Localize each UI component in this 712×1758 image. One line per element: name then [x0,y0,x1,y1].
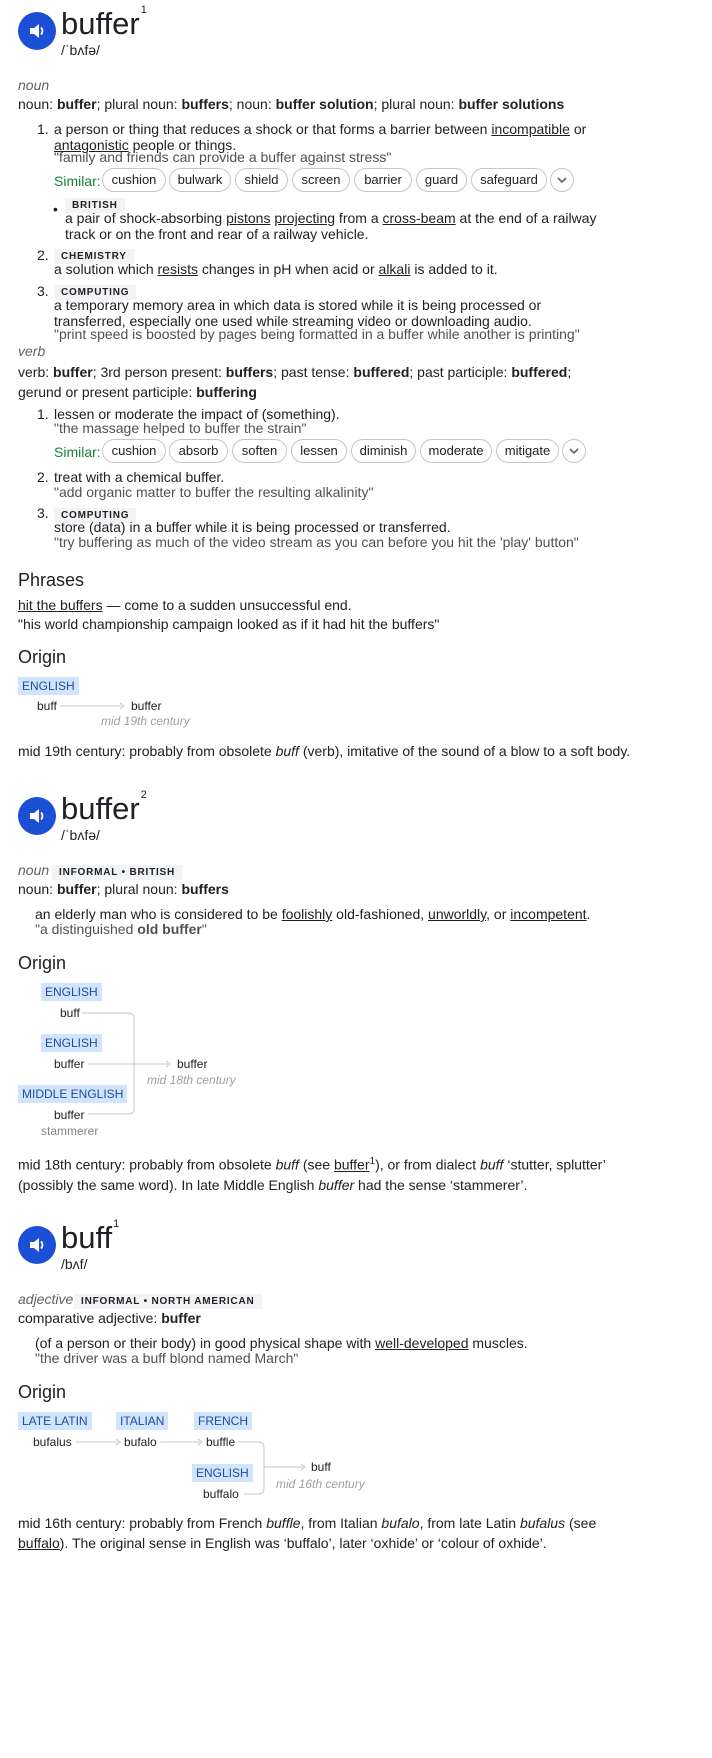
headword: buffer$^1$ [61,4,147,41]
origin-date: mid 18th century [147,1073,236,1087]
word-link[interactable]: foolishly [281,906,333,922]
similar-chip[interactable]: screen [292,168,350,192]
phrases-heading: Phrases [18,570,85,590]
word-link[interactable]: resists [157,261,198,277]
phrase-link[interactable]: hit the buffers [18,597,103,613]
language-tag: ENGLISH [192,1464,253,1482]
headword: buff$^1$ [61,1218,120,1255]
etymon: bufalo [124,1435,157,1449]
definition: a solution which resists changes in pH when acid or alkali is added to it. [54,261,498,277]
similar-chip[interactable]: guard [416,168,467,192]
origin-heading: Origin [18,953,67,973]
phrase-example: "his world championship campaign looked as if it had hit the buffers" [18,616,440,632]
example: "a distinguished old buffer" [35,921,207,937]
similar-label: Similar: [54,444,101,460]
origin-heading: Origin [18,647,67,667]
word-link[interactable]: alkali [378,261,411,277]
language-tag: ITALIAN [116,1412,168,1430]
etymon: buff [37,699,57,713]
etymon: buffle [206,1435,236,1449]
word-forms: comparative adjective: buffer [18,1310,201,1326]
similar-chip[interactable]: shield [235,168,288,192]
example: "add organic matter to buffer the resulting alkalinity" [54,484,374,500]
bullet: • [53,201,58,217]
usage-tag: CHEMISTRY [54,246,134,264]
language-tag: FRENCH [194,1412,252,1430]
language-tag: ENGLISH [41,983,102,1001]
phrase: hit the buffers — come to a sudden unsuccessful end. [18,597,352,613]
etymon: buffer [54,1108,85,1122]
word-forms: verb: buffer; 3rd person present: buffers; past tense: buffered; past participle: buffered; gerund or present participle: buffering [18,364,572,400]
example: "print speed is boosted by pages being formatted in a buffer while another is printing" [54,326,580,342]
word-link[interactable]: pistons [226,210,271,226]
sense-number: 3. [37,505,49,521]
example: "the massage helped to buffer the strain" [54,420,307,436]
word-link[interactable]: unworldly [428,906,487,922]
example: "the driver was a buff blond named March" [35,1350,299,1366]
definition: (of a person or their body) in good physical shape with well-developed muscles. [35,1335,528,1351]
etymology-text: mid 18th century: probably from obsolete buff (see buffer$^1$), or from dialect buff ‘stutter, splutter’ (possibly the same word). In late Middle English buffer had the sense ‘stammerer’. [18,1156,606,1193]
similar-chip[interactable]: cushion [102,168,166,192]
sense-number: 2. [37,469,49,485]
definition: lessen or moderate the impact of (something). [54,406,340,422]
language-tag: LATE LATIN [18,1412,92,1430]
etymon: buffer [177,1057,208,1071]
etymon: bufalus [33,1435,72,1449]
language-tag: ENGLISH [18,677,79,695]
sense-number: 2. [37,247,49,263]
origin-date: mid 16th century [276,1477,365,1491]
headword: buffer$^2$ [61,789,147,826]
similar-chip[interactable]: diminish [351,439,416,463]
example: "family and friends can provide a buffer against stress" [54,149,392,165]
etymon: buffalo [203,1487,239,1501]
similar-chip[interactable]: safeguard [471,168,547,192]
word-forms: noun: buffer; plural noun: buffers; noun: buffer solution; plural noun: buffer solutions [18,96,565,112]
etymon: buff [60,1006,80,1020]
part-of-speech: noun [18,862,50,878]
sense-number: 3. [37,283,49,299]
part-of-speech: noun [18,77,50,93]
etymon: buffer [54,1057,85,1071]
similar-chip[interactable]: barrier [354,168,412,192]
sense-number: 1. [37,406,49,422]
language-tag: ENGLISH [41,1034,102,1052]
similar-label: Similar: [54,173,101,189]
word-link[interactable]: incompetent [510,906,587,922]
similar-chip[interactable]: absorb [169,439,228,463]
word-link[interactable]: buffalo [18,1535,60,1551]
word-link[interactable]: well-developed [375,1335,469,1351]
usage-tag: INFORMAL • NORTH AMERICAN [74,1291,262,1309]
similar-chip[interactable]: soften [232,439,287,463]
etymon-gloss: stammerer [41,1124,99,1138]
part-of-speech: verb [18,343,46,359]
language-tag: MIDDLE ENGLISH [18,1085,127,1103]
similar-chip[interactable]: cushion [102,439,166,463]
etymon: buff [311,1460,331,1474]
similar-chip[interactable]: mitigate [496,439,559,463]
word-link[interactable]: projecting [274,210,336,226]
usage-tag: BRITISH [65,195,125,213]
similar-chip[interactable]: moderate [420,439,492,463]
word-link[interactable]: cross-beam [382,210,456,226]
definition: store (data) in a buffer while it is being processed or transferred. [54,519,451,535]
sense-number: 1. [37,121,49,137]
definition: an elderly man who is considered to be foolishly old-fashioned, unworldly, or incompetent. [35,906,591,922]
definition: a person or thing that reduces a shock or that forms a barrier between incompatible or antagonistic people or things. [54,121,587,153]
usage-tag: INFORMAL • BRITISH [52,862,182,880]
similar-chip[interactable]: bulwark [169,168,231,192]
word-link[interactable]: buffer [333,1156,370,1173]
definition: a temporary memory area in which data is stored while it is being processed or transferred, especially one used while streaming video or downloading audio. [54,297,542,329]
etymon: buffer [131,699,162,713]
usage-tag: COMPUTING [54,505,136,523]
word-forms: noun: buffer; plural noun: buffers [18,881,229,897]
definition: treat with a chemical buffer. [54,469,225,485]
etymology-text: mid 19th century: probably from obsolete buff (verb), imitative of the sound of a blow to a soft body. [18,743,631,759]
word-link[interactable]: incompatible [491,121,570,137]
phonetic: /ˈbʌfə/ [61,42,100,58]
origin-date: mid 19th century [101,714,190,728]
etymology-text: mid 16th century: probably from French buffle, from Italian bufalo, from late Latin bufalus (see buffalo). The original sense in English was ‘buffalo’, later ‘oxhide’ or ‘colour of oxhide’. [18,1515,597,1551]
word-link[interactable]: antagonistic [54,137,129,153]
definition: a pair of shock-absorbing pistons projecting from a cross-beam at the end of a railway track or on the front and rear of a railway vehicle. [65,210,597,242]
phonetic: /bʌf/ [61,1256,88,1272]
usage-tag: COMPUTING [54,282,136,300]
example: "try buffering as much of the video stream as you can before you hit the 'play' button" [54,534,579,550]
similar-chip[interactable]: lessen [291,439,347,463]
phonetic: /ˈbʌfə/ [61,827,100,843]
part-of-speech: adjective [18,1291,74,1307]
origin-heading: Origin [18,1382,67,1402]
